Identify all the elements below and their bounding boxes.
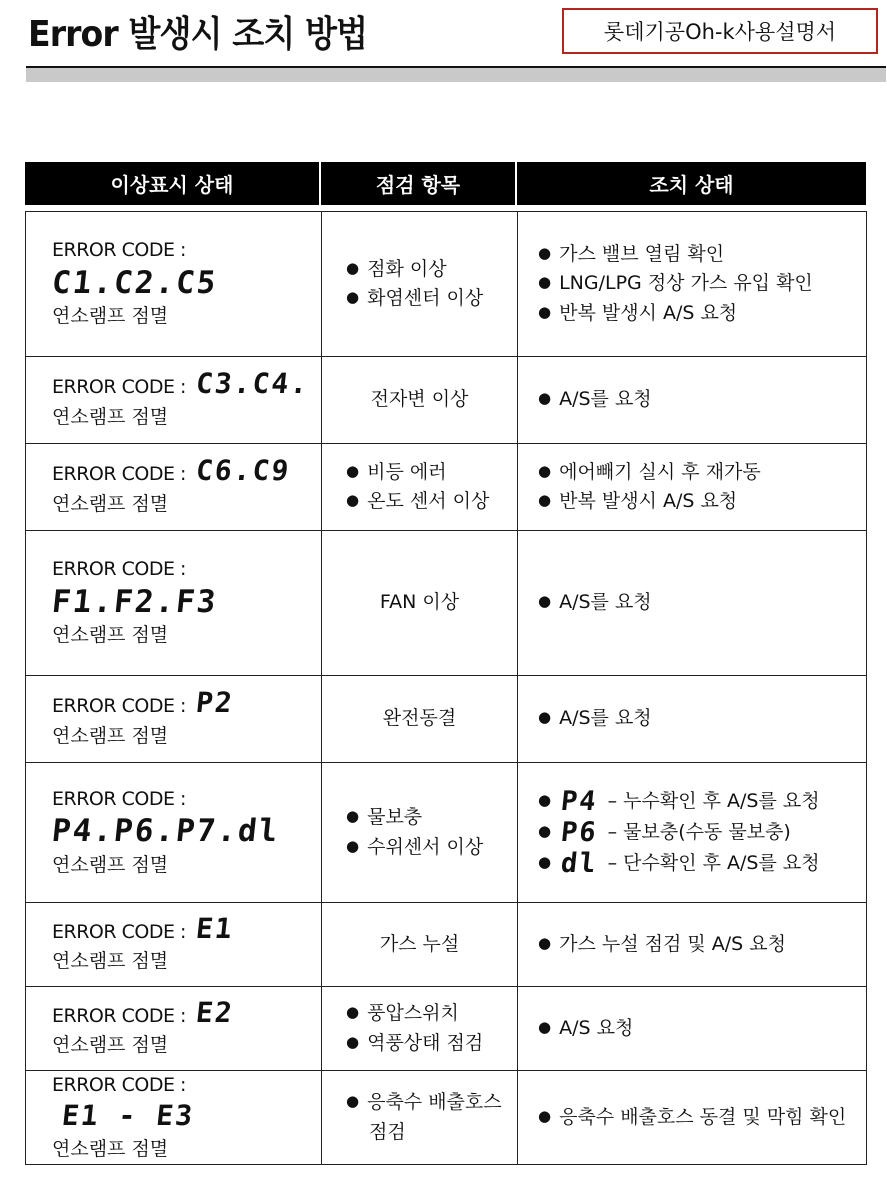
check-item: ● 온도 센서 이상 (346, 487, 517, 516)
action-cell (518, 903, 867, 987)
action-item: ● A/S를 요청 (538, 385, 866, 414)
table-row (26, 903, 867, 987)
sub-action-code: P6 (559, 816, 600, 848)
action-cell (518, 1071, 867, 1165)
sub-action-item (538, 786, 866, 817)
action-item: ● A/S를 요청 (538, 704, 866, 733)
error-code: P4.P6.P7.dl (50, 813, 282, 850)
lamp-status: 연소램프 점멸 (52, 950, 169, 972)
lamp-status: 연소램프 점멸 (52, 1137, 169, 1160)
lamp-status: 연소램프 점멸 (52, 1034, 169, 1056)
table-row (26, 357, 867, 444)
table-row (26, 1071, 867, 1165)
error-code: C1.C2.C5 (50, 264, 220, 301)
header-gray-bar (26, 68, 886, 82)
sub-action-code: dl (559, 848, 600, 880)
check-item: ● 물보충 (346, 803, 517, 832)
error-code-label: ERROR CODE : (52, 1004, 186, 1027)
error-code-label: ERROR CODE : (52, 695, 186, 718)
check-cell: FAN 이상 (322, 531, 518, 676)
check-cell (322, 212, 518, 357)
status-cell (26, 444, 322, 531)
column-header-action: 조치 상태 (649, 173, 734, 197)
check-cell: 완전동결 (322, 676, 518, 763)
status-cell (26, 531, 322, 676)
status-cell (26, 212, 322, 357)
error-code-label: ERROR CODE : (52, 920, 186, 943)
action-cell (518, 676, 867, 763)
table-column-header (25, 162, 866, 205)
action-cell (518, 212, 867, 357)
action-cell (518, 444, 867, 531)
check-item: ● 수위센서 이상 (346, 833, 517, 862)
table-row (26, 763, 867, 903)
error-code: C3.C4. (194, 367, 311, 401)
status-cell (26, 1071, 322, 1165)
sub-action-text: – 단수확인 후 A/S를 요청 (607, 851, 820, 874)
manual-title-tag: 롯데기공Oh-k사용설명서 (562, 8, 878, 54)
table-row (26, 444, 867, 531)
error-code-label: ERROR CODE : (52, 1074, 186, 1096)
status-cell (26, 763, 322, 903)
check-item-continued: 점검 (369, 1120, 406, 1143)
check-cell: 전자변 이상 (322, 357, 518, 444)
table-row (26, 676, 867, 763)
error-code-label: ERROR CODE : (52, 463, 186, 486)
lamp-status: 연소램프 점멸 (52, 724, 169, 747)
check-cell (322, 763, 518, 903)
error-code: C6.C9 (194, 454, 292, 488)
check-item: ● 비등 에러 (346, 458, 517, 487)
action-item: ● 가스 누설 점검 및 A/S 요청 (538, 930, 866, 959)
status-cell (26, 676, 322, 763)
lamp-status: 연소램프 점멸 (52, 624, 169, 647)
table-row (26, 987, 867, 1071)
action-cell (518, 531, 867, 676)
check-item: ● 역풍상태 점검 (346, 1029, 517, 1058)
sub-action-code: P4 (559, 785, 600, 817)
error-code-label: ERROR CODE : (52, 376, 186, 399)
sub-action-item (538, 817, 866, 848)
error-code-label: ERROR CODE : (52, 787, 186, 810)
sub-action-item (538, 848, 866, 879)
check-item: ● 화염센터 이상 (346, 284, 517, 313)
action-item: ● A/S 요청 (538, 1014, 866, 1043)
error-code: E1 - E3 (60, 1099, 196, 1133)
sub-action-text: – 물보충(수동 물보충) (607, 820, 791, 843)
action-cell (518, 987, 867, 1071)
lamp-status: 연소램프 점멸 (52, 492, 169, 515)
lamp-status: 연소램프 점멸 (52, 405, 169, 428)
page-title: Error 발생시 조치 방법 (28, 14, 368, 55)
status-cell (26, 903, 322, 987)
action-item: ● LNG/LPG 정상 가스 유입 확인 (538, 269, 866, 298)
sub-action-text: – 누수확인 후 A/S를 요청 (607, 789, 820, 812)
action-item: ● 반복 발생시 A/S 요청 (538, 487, 866, 516)
action-item: ● 가스 밸브 열림 확인 (538, 240, 866, 269)
status-cell (26, 357, 322, 444)
error-table (25, 211, 867, 1165)
error-code: F1.F2.F3 (50, 583, 220, 620)
action-cell (518, 357, 867, 444)
action-item: ● 반복 발생시 A/S 요청 (538, 299, 866, 328)
check-item: ● 풍압스위치 (346, 999, 517, 1028)
action-item: ● 에어빼기 실시 후 재가동 (538, 458, 866, 487)
check-cell (322, 444, 518, 531)
error-code-label: ERROR CODE : (52, 558, 186, 581)
action-item: ● 응축수 배출호스 동결 및 막힘 확인 (538, 1103, 866, 1132)
action-cell (518, 763, 867, 903)
check-item: ● 응축수 배출호스 (346, 1088, 517, 1117)
action-item: ● A/S를 요청 (538, 588, 866, 617)
lamp-status: 연소램프 점멸 (52, 853, 169, 876)
error-code: E1 (194, 911, 236, 945)
check-cell: 가스 누설 (322, 903, 518, 987)
status-cell (26, 987, 322, 1071)
lamp-status: 연소램프 점멸 (52, 305, 169, 328)
check-cell (322, 1071, 518, 1165)
error-code-label: ERROR CODE : (52, 239, 186, 262)
error-code: P2 (194, 686, 236, 720)
check-item: ● 점화 이상 (346, 255, 517, 284)
check-cell (322, 987, 518, 1071)
error-code: E2 (194, 995, 236, 1029)
column-header-check: 점검 항목 (321, 162, 517, 205)
table-row (26, 212, 867, 357)
table-row (26, 531, 867, 676)
column-header-status: 이상표시 상태 (25, 162, 321, 205)
